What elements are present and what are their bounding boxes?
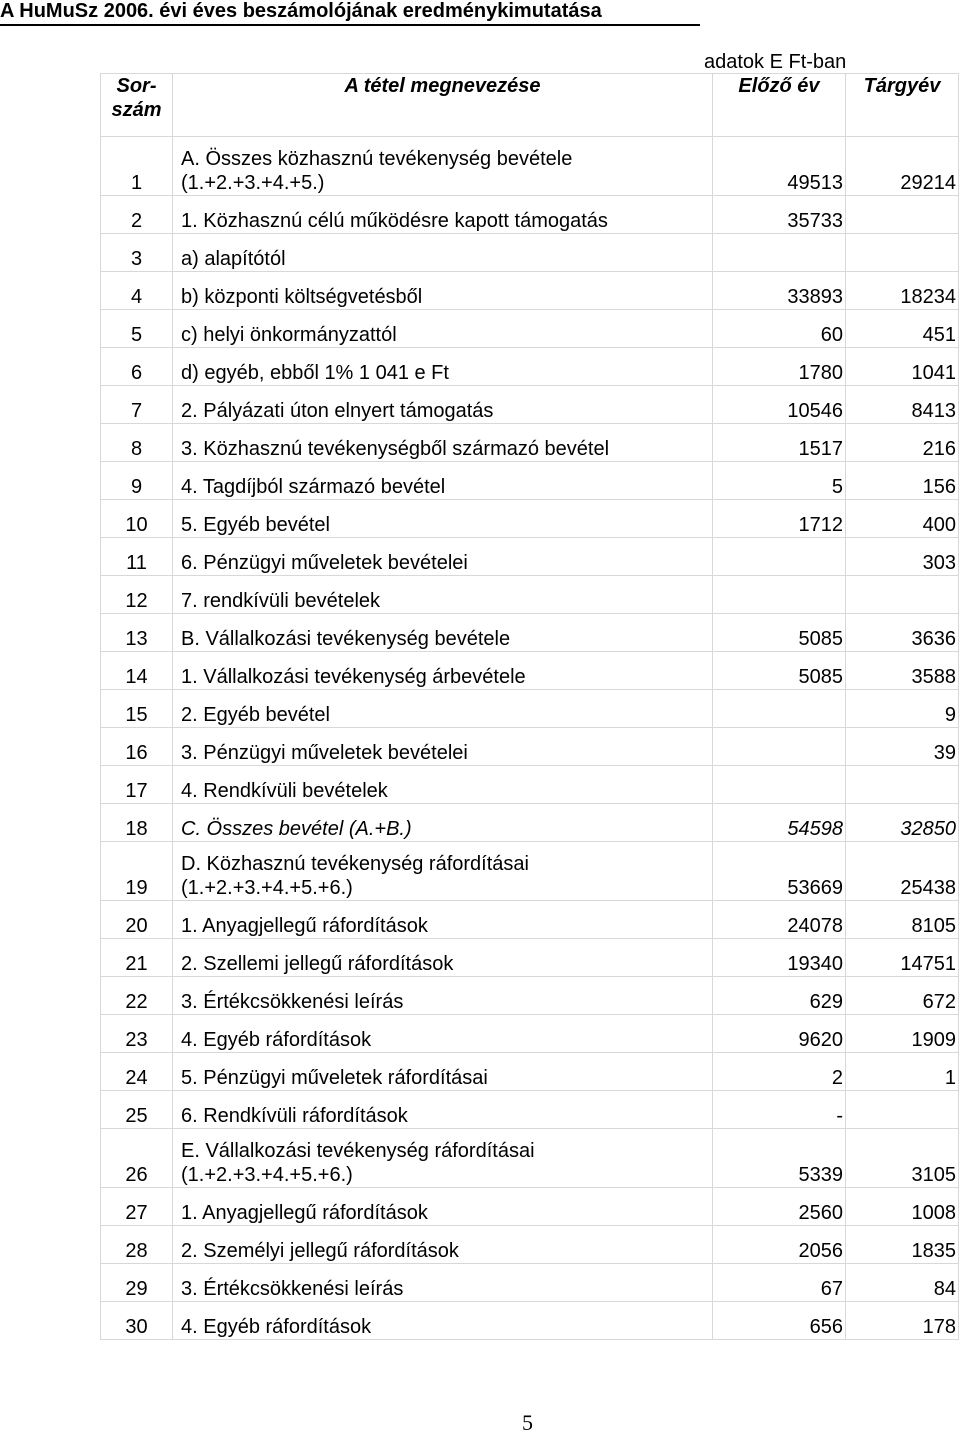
table-row <box>101 500 959 538</box>
previous-year-value <box>713 728 846 766</box>
item-name: 5. Pénzügyi műveletek ráfordításai <box>173 1053 713 1091</box>
row-number: 17 <box>101 766 173 804</box>
table-row <box>101 386 959 424</box>
table-row <box>101 462 959 500</box>
row-number: 27 <box>101 1188 173 1226</box>
header-row-number <box>101 74 173 137</box>
item-name: 2. Pályázati úton elnyert támogatás <box>173 386 713 424</box>
row-number: 6 <box>101 348 173 386</box>
item-name: 4. Rendkívüli bevételek <box>173 766 713 804</box>
table-row <box>101 977 959 1015</box>
previous-year-value: 5339 <box>713 1129 846 1188</box>
row-number: 30 <box>101 1302 173 1340</box>
table-row <box>101 234 959 272</box>
current-year-value: 3636 <box>846 614 959 652</box>
current-year-value: 1008 <box>846 1188 959 1226</box>
current-year-value: 39 <box>846 728 959 766</box>
current-year-value <box>846 196 959 234</box>
item-name: a) alapítótól <box>173 234 713 272</box>
table-row <box>101 310 959 348</box>
item-name: 1. Közhasznú célú működésre kapott támogatás <box>173 196 713 234</box>
current-year-value: 1835 <box>846 1226 959 1264</box>
item-name: 7. rendkívüli bevételek <box>173 576 713 614</box>
row-number: 25 <box>101 1091 173 1129</box>
item-name-line2: (1.+2.+3.+4.+5.+6.) <box>181 1164 353 1186</box>
current-year-value <box>846 1091 959 1129</box>
row-number: 15 <box>101 690 173 728</box>
current-year-value: 25438 <box>846 842 959 901</box>
item-name: c) helyi önkormányzattól <box>173 310 713 348</box>
row-number: 20 <box>101 901 173 939</box>
row-number: 11 <box>101 538 173 576</box>
previous-year-value <box>713 766 846 804</box>
row-number: 9 <box>101 462 173 500</box>
previous-year-value: 656 <box>713 1302 846 1340</box>
row-number: 19 <box>101 842 173 901</box>
table-row <box>101 1188 959 1226</box>
row-number: 29 <box>101 1264 173 1302</box>
previous-year-value: 33893 <box>713 272 846 310</box>
item-name: 1. Vállalkozási tevékenység árbevétele <box>173 652 713 690</box>
previous-year-value <box>713 690 846 728</box>
previous-year-value: 9620 <box>713 1015 846 1053</box>
table-row <box>101 939 959 977</box>
table-header-row <box>101 74 959 137</box>
row-number: 5 <box>101 310 173 348</box>
previous-year-value: 10546 <box>713 386 846 424</box>
current-year-value: 1041 <box>846 348 959 386</box>
item-name: 1. Anyagjellegű ráfordítások <box>173 1188 713 1226</box>
header-item-name: A tétel megnevezése <box>173 74 713 137</box>
current-year-value: 8413 <box>846 386 959 424</box>
previous-year-value: 60 <box>713 310 846 348</box>
item-name: 3. Pénzügyi műveletek bevételei <box>173 728 713 766</box>
current-year-value: 178 <box>846 1302 959 1340</box>
row-number: 10 <box>101 500 173 538</box>
previous-year-value: 1780 <box>713 348 846 386</box>
row-number: 1 <box>101 137 173 196</box>
current-year-value: 8105 <box>846 901 959 939</box>
previous-year-value: 2056 <box>713 1226 846 1264</box>
table-row <box>101 538 959 576</box>
item-name: b) központi költségvetésből <box>173 272 713 310</box>
item-name: 2. Személyi jellegű ráfordítások <box>173 1226 713 1264</box>
item-name: 4. Egyéb ráfordítások <box>173 1015 713 1053</box>
table-row <box>101 1091 959 1129</box>
units-note: adatok E Ft-ban <box>704 51 847 73</box>
row-number: 23 <box>101 1015 173 1053</box>
current-year-value: 84 <box>846 1264 959 1302</box>
current-year-value: 216 <box>846 424 959 462</box>
table-row <box>101 1264 959 1302</box>
document-title: A HuMuSz 2006. évi éves beszámolójának eredménykimutatása <box>0 0 602 22</box>
title-underline <box>0 24 700 26</box>
header-row-number-line2: szám <box>111 99 162 121</box>
current-year-value: 1 <box>846 1053 959 1091</box>
item-name <box>173 842 713 901</box>
row-number: 12 <box>101 576 173 614</box>
table-row <box>101 1053 959 1091</box>
previous-year-value: 1517 <box>713 424 846 462</box>
table-row <box>101 348 959 386</box>
table-row <box>101 842 959 901</box>
row-number: 7 <box>101 386 173 424</box>
current-year-value <box>846 766 959 804</box>
item-name: 6. Pénzügyi műveletek bevételei <box>173 538 713 576</box>
row-number: 3 <box>101 234 173 272</box>
item-name: 2. Szellemi jellegű ráfordítások <box>173 939 713 977</box>
previous-year-value: 1712 <box>713 500 846 538</box>
item-name: B. Vállalkozási tevékenység bevétele <box>173 614 713 652</box>
previous-year-value: 54598 <box>713 804 846 842</box>
previous-year-value: 49513 <box>713 137 846 196</box>
previous-year-value <box>713 576 846 614</box>
row-number: 26 <box>101 1129 173 1188</box>
current-year-value: 672 <box>846 977 959 1015</box>
item-name-line1: D. Közhasznú tevékenység ráfordításai <box>181 853 529 875</box>
table-row <box>101 728 959 766</box>
previous-year-value: - <box>713 1091 846 1129</box>
row-number: 28 <box>101 1226 173 1264</box>
previous-year-value: 35733 <box>713 196 846 234</box>
row-number: 18 <box>101 804 173 842</box>
item-name: 3. Közhasznú tevékenységből származó bevétel <box>173 424 713 462</box>
previous-year-value: 5085 <box>713 652 846 690</box>
table-row <box>101 1129 959 1188</box>
table-row <box>101 614 959 652</box>
row-number: 22 <box>101 977 173 1015</box>
item-name: 1. Anyagjellegű ráfordítások <box>173 901 713 939</box>
previous-year-value: 2560 <box>713 1188 846 1226</box>
item-name: C. Összes bevétel (A.+B.) <box>173 804 713 842</box>
item-name: 4. Egyéb ráfordítások <box>173 1302 713 1340</box>
item-name-line2: (1.+2.+3.+4.+5.) <box>181 172 325 194</box>
row-number: 8 <box>101 424 173 462</box>
table-row <box>101 652 959 690</box>
item-name: 5. Egyéb bevétel <box>173 500 713 538</box>
page-number: 5 <box>522 1410 533 1435</box>
header-row-number-line1: Sor- <box>116 75 157 97</box>
item-name-line1: A. Összes közhasznú tevékenység bevétele <box>181 148 573 170</box>
table-row <box>101 1015 959 1053</box>
row-number: 2 <box>101 196 173 234</box>
previous-year-value: 67 <box>713 1264 846 1302</box>
income-statement-table <box>100 73 959 1340</box>
item-name: 4. Tagdíjból származó bevétel <box>173 462 713 500</box>
row-number: 14 <box>101 652 173 690</box>
current-year-value: 29214 <box>846 137 959 196</box>
row-number: 24 <box>101 1053 173 1091</box>
previous-year-value: 2 <box>713 1053 846 1091</box>
item-name: 3. Értékcsökkenési leírás <box>173 977 713 1015</box>
table-row <box>101 1302 959 1340</box>
current-year-value: 14751 <box>846 939 959 977</box>
previous-year-value <box>713 234 846 272</box>
table-row <box>101 272 959 310</box>
current-year-value: 400 <box>846 500 959 538</box>
current-year-value <box>846 576 959 614</box>
current-year-value: 1909 <box>846 1015 959 1053</box>
row-number: 13 <box>101 614 173 652</box>
previous-year-value <box>713 538 846 576</box>
table-row <box>101 766 959 804</box>
table-row <box>101 1226 959 1264</box>
item-name: d) egyéb, ebből 1% 1 041 e Ft <box>173 348 713 386</box>
item-name <box>173 137 713 196</box>
table-row <box>101 901 959 939</box>
table-row <box>101 424 959 462</box>
previous-year-value: 5 <box>713 462 846 500</box>
item-name <box>173 1129 713 1188</box>
table-row <box>101 690 959 728</box>
previous-year-value: 5085 <box>713 614 846 652</box>
previous-year-value: 19340 <box>713 939 846 977</box>
table-row <box>101 576 959 614</box>
previous-year-value: 629 <box>713 977 846 1015</box>
current-year-value: 303 <box>846 538 959 576</box>
current-year-value: 3105 <box>846 1129 959 1188</box>
table-body <box>101 137 959 1340</box>
row-number: 21 <box>101 939 173 977</box>
header-current-year: Tárgyév <box>846 74 959 137</box>
table-row <box>101 804 959 842</box>
current-year-value: 156 <box>846 462 959 500</box>
item-name-line2: (1.+2.+3.+4.+5.+6.) <box>181 877 353 899</box>
current-year-value <box>846 234 959 272</box>
previous-year-value: 53669 <box>713 842 846 901</box>
previous-year-value: 24078 <box>713 901 846 939</box>
current-year-value: 32850 <box>846 804 959 842</box>
current-year-value: 18234 <box>846 272 959 310</box>
item-name: 2. Egyéb bevétel <box>173 690 713 728</box>
row-number: 16 <box>101 728 173 766</box>
item-name: 3. Értékcsökkenési leírás <box>173 1264 713 1302</box>
current-year-value: 9 <box>846 690 959 728</box>
table-row <box>101 137 959 196</box>
header-previous-year: Előző év <box>713 74 846 137</box>
current-year-value: 451 <box>846 310 959 348</box>
table-row <box>101 196 959 234</box>
item-name: 6. Rendkívüli ráfordítások <box>173 1091 713 1129</box>
current-year-value: 3588 <box>846 652 959 690</box>
item-name-line1: E. Vállalkozási tevékenység ráfordításai <box>181 1140 535 1162</box>
row-number: 4 <box>101 272 173 310</box>
